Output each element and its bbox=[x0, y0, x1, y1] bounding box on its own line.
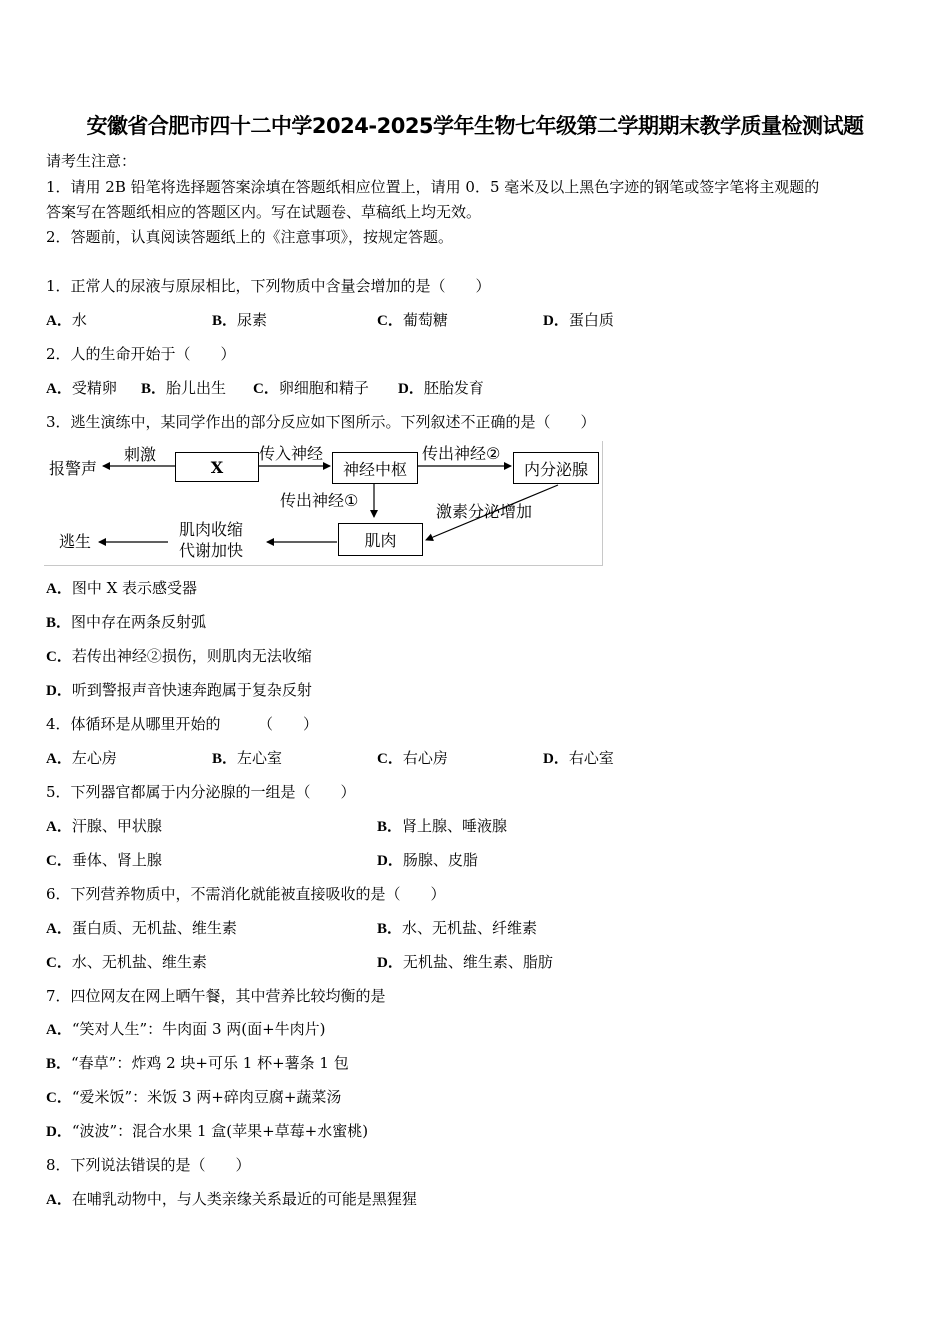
question-5-option-a: A．汗腺、甲状腺 bbox=[46, 817, 162, 835]
notice-line-1: 1．请用 2B 铅笔将选择题答案涂填在答题纸相应位置上，请用 0．5 毫米及以上黑色字迹的钢笔或签字笔将主观题的 bbox=[46, 178, 820, 196]
question-4-option-a: A．左心房 bbox=[46, 749, 117, 767]
question-3-option-c: C．若传出神经②损伤，则肌肉无法收缩 bbox=[46, 647, 312, 665]
notice-heading: 请考生注意： bbox=[46, 152, 137, 170]
question-5-option-b: B．肾上腺、唾液腺 bbox=[377, 817, 508, 835]
question-5-option-d: D．肠腺、皮脂 bbox=[377, 851, 478, 869]
endocrine-gland-box: 内分泌腺 bbox=[513, 452, 599, 484]
question-6-option-d: D．无机盐、维生素、脂肪 bbox=[377, 953, 553, 971]
question-2-stem: 2．人的生命开始于（ ） bbox=[46, 345, 236, 363]
reflex-diagram bbox=[44, 441, 603, 566]
question-8-option-a: A．在哺乳动物中，与人类亲缘关系最近的可能是黑猩猩 bbox=[46, 1190, 417, 1208]
question-1-option-d: D．蛋白质 bbox=[543, 311, 614, 329]
notice-line-2: 答案写在答题纸相应的答题区内。写在试题卷、草稿纸上均无效。 bbox=[46, 203, 482, 221]
question-3-stem: 3．逃生演练中，某同学作出的部分反应如下图所示。下列叙述不正确的是（ ） bbox=[46, 413, 596, 431]
question-7-option-d: D．“波波”：混合水果 1 盒(苹果+草莓+水蜜桃) bbox=[46, 1122, 369, 1140]
question-1-option-b: B．尿素 bbox=[212, 311, 268, 329]
question-5-stem: 5．下列器官都属于内分泌腺的一组是（ ） bbox=[46, 783, 356, 801]
question-6-option-c: C．水、无机盐、维生素 bbox=[46, 953, 207, 971]
question-3-option-b: B．图中存在两条反射弧 bbox=[46, 613, 207, 631]
stimulus-label: 刺激 bbox=[124, 445, 157, 464]
question-1-option-a: A．水 bbox=[46, 311, 87, 329]
question-2-option-d: D．胚胎发育 bbox=[398, 379, 484, 397]
metabolism-label: 代谢加快 bbox=[179, 541, 244, 560]
nerve-center-box: 神经中枢 bbox=[332, 452, 418, 484]
question-7-option-c: C．“爱米饭”：米饭 3 两+碎肉豆腐+蔬菜汤 bbox=[46, 1088, 342, 1106]
alarm-label: 报警声 bbox=[49, 459, 98, 478]
muscle-contraction-label: 肌肉收缩 bbox=[179, 520, 244, 539]
efferent-nerve-1-label: 传出神经① bbox=[280, 491, 359, 510]
muscle-box: 肌肉 bbox=[338, 523, 423, 556]
afferent-nerve-label: 传入神经 bbox=[259, 444, 324, 463]
question-6-stem: 6．下列营养物质中，不需消化就能被直接吸收的是（ ） bbox=[46, 885, 446, 903]
question-6-option-a: A．蛋白质、无机盐、维生素 bbox=[46, 919, 237, 937]
question-7-stem: 7．四位网友在网上晒午餐，其中营养比较均衡的是 bbox=[46, 987, 386, 1005]
question-2-option-b: B．胎儿出生 bbox=[141, 379, 227, 397]
hormone-increase-label: 激素分泌增加 bbox=[436, 502, 533, 521]
question-4-option-c: C．右心房 bbox=[377, 749, 448, 767]
question-3-option-a: A．图中 X 表示感受器 bbox=[46, 579, 198, 597]
question-4-option-d: D．右心室 bbox=[543, 749, 614, 767]
question-8-stem: 8．下列说法错误的是（ ） bbox=[46, 1156, 251, 1174]
question-5-option-c: C．垂体、肾上腺 bbox=[46, 851, 162, 869]
question-6-option-b: B．水、无机盐、纤维素 bbox=[377, 919, 538, 937]
escape-label: 逃生 bbox=[59, 532, 92, 551]
document-title: 安徽省合肥市四十二中学2024-2025学年生物七年级第二学期期末教学质量检测试题 bbox=[86, 114, 864, 138]
question-7-option-b: B．“春草”：炸鸡 2 块+可乐 1 杯+薯条 1 包 bbox=[46, 1054, 349, 1072]
x-box: X bbox=[175, 452, 259, 482]
question-4-stem: 4．体循环是从哪里开始的 （ ） bbox=[46, 715, 319, 733]
question-2-option-c: C．卵细胞和精子 bbox=[253, 379, 369, 397]
question-2-option-a: A．受精卵 bbox=[46, 379, 117, 397]
question-7-option-a: A．“笑对人生”：牛肉面 3 两(面+牛肉片) bbox=[46, 1020, 326, 1038]
notice-line-3: 2．答题前，认真阅读答题纸上的《注意事项》，按规定答题。 bbox=[46, 228, 454, 246]
question-3-option-d: D．听到警报声音快速奔跑属于复杂反射 bbox=[46, 681, 312, 699]
question-4-option-b: B．左心室 bbox=[212, 749, 283, 767]
efferent-nerve-2-label: 传出神经② bbox=[422, 444, 501, 463]
question-1-option-c: C．葡萄糖 bbox=[377, 311, 448, 329]
question-1-stem: 1．正常人的尿液与原尿相比，下列物质中含量会增加的是（ ） bbox=[46, 277, 491, 295]
